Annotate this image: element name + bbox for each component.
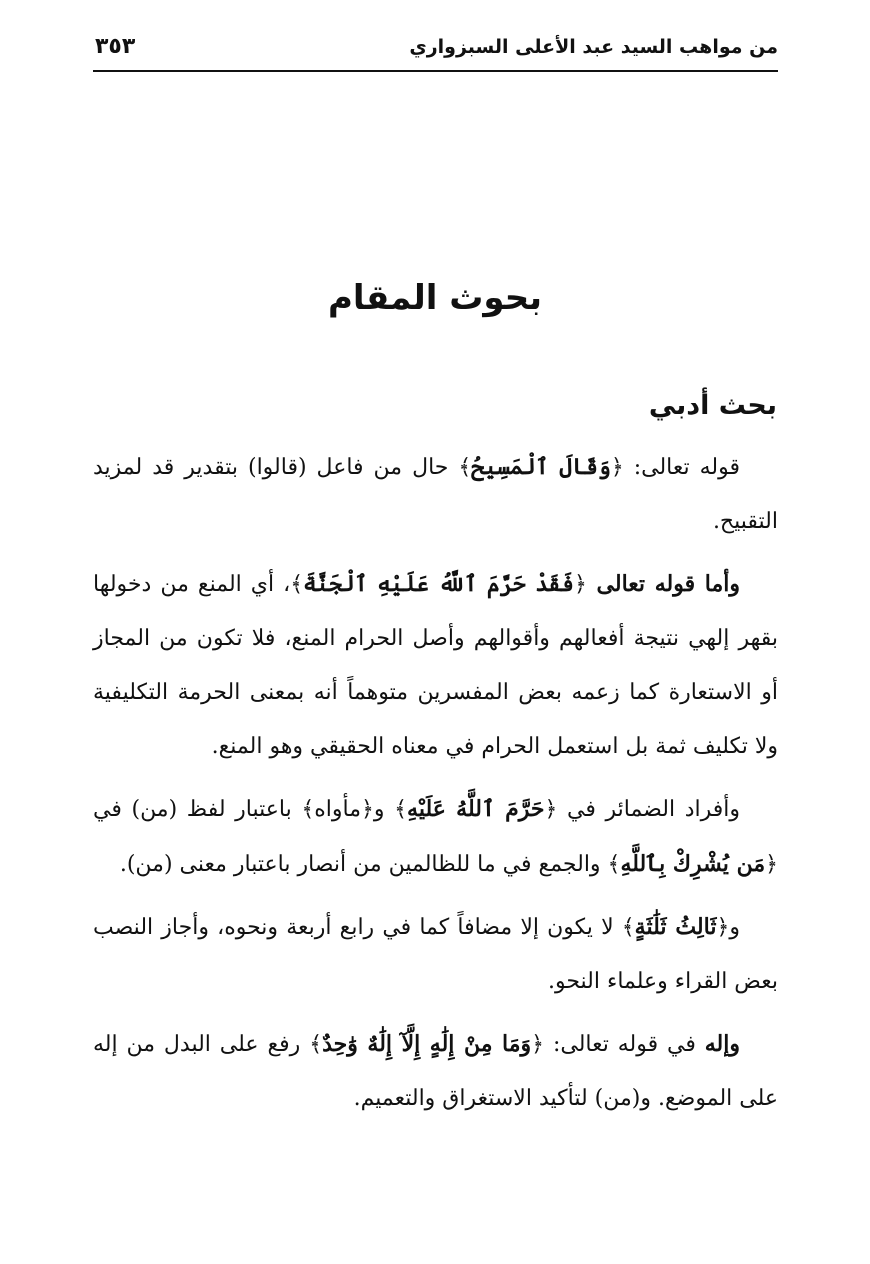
quran-close-bracket: ﴾	[309, 1032, 323, 1057]
quran-quote: ثَالِثُ ثَلَٰثَةٍ	[634, 914, 717, 940]
paragraph	[93, 900, 778, 1009]
running-header	[93, 30, 778, 72]
text: قوله تعالى:	[623, 455, 740, 480]
paragraph-lead: وإله	[704, 1031, 740, 1057]
quran-open-bracket: ﴿	[573, 572, 587, 597]
body-text	[93, 440, 778, 1126]
quoted-word: مأواه	[314, 797, 361, 822]
quran-quote: وَقَالَ ٱلْمَسِيحُ	[471, 454, 611, 480]
paragraph	[93, 557, 778, 774]
quran-quote: وَمَا مِنْ إِلَٰهٍ إِلَّآ إِلَٰهٌ وَٰحِدٌ	[322, 1031, 532, 1057]
quran-open-bracket: ﴿	[765, 852, 778, 877]
text: وأفراد الضمائر في	[557, 797, 741, 822]
quran-close-bracket: ﴾	[394, 797, 408, 822]
text: والجمع في ما للظالمين من أنصار باعتبار معنى (من).	[119, 852, 608, 877]
paragraph	[93, 440, 778, 549]
text: و	[373, 797, 395, 822]
paragraph	[93, 782, 778, 892]
text: حال من فاعل (قالوا) بتقدير قد لمزيد التقبيح.	[93, 455, 778, 534]
quran-open-bracket: ﴿	[360, 797, 374, 822]
text: و	[729, 915, 740, 940]
quran-open-bracket: ﴿	[531, 1032, 545, 1057]
quran-close-bracket: ﴾	[301, 797, 315, 822]
running-title: من مواهب السيد عبد الأعلى السبزواري	[409, 36, 778, 58]
text: لا يكون إلا مضافاً كما في رابع أربعة ونحوه، وأجاز النصب بعض القراء وعلماء النحو.	[93, 915, 778, 994]
paragraph	[93, 1017, 778, 1126]
paragraph-lead: وأما قوله تعالى	[586, 571, 740, 597]
quran-quote: مَن يُشْرِكْ بِٱللَّهِ	[620, 851, 766, 877]
quran-open-bracket: ﴿	[544, 797, 558, 822]
text: باعتبار لفظ (من) في	[93, 797, 302, 822]
quran-quote: فَقَدْ حَرَّمَ ٱللَّهُ عَلَيْهِ ٱلْجَنَّةَ	[303, 571, 574, 597]
section-title: بحث أدبي	[648, 390, 777, 421]
text: رفع على البدل من إله على الموضع. و(من) لتأكيد الاستغراق والتعميم.	[93, 1032, 778, 1111]
chapter-title: بحوث المقام	[328, 278, 542, 318]
quran-close-bracket: ﴾	[607, 852, 621, 877]
quran-close-bracket: ﴾	[458, 455, 472, 480]
quran-open-bracket: ﴿	[610, 455, 624, 480]
quran-close-bracket: ﴾	[621, 915, 635, 940]
quran-open-bracket: ﴿	[716, 915, 730, 940]
page-number: ٣٥٣	[95, 34, 136, 59]
quran-close-bracket: ﴾	[290, 572, 304, 597]
quran-quote: حَرَّمَ ٱللَّهُ عَلَيْهِ	[407, 796, 545, 822]
text: ، أي المنع من دخولها بقهر إلهي نتيجة أفعالهم وأقوالهم وأصل الحرام المنع، فلا تكون من المجاز أو الاستعارة كما زعمه بعض المفسرين متوهماً أنه بمعنى الحرمة التكليفية ولا تكليف ثمة بل استعمل الحرام في معناه الحقيقي وهو المنع.	[93, 572, 778, 759]
text: في قوله تعالى:	[544, 1032, 705, 1057]
